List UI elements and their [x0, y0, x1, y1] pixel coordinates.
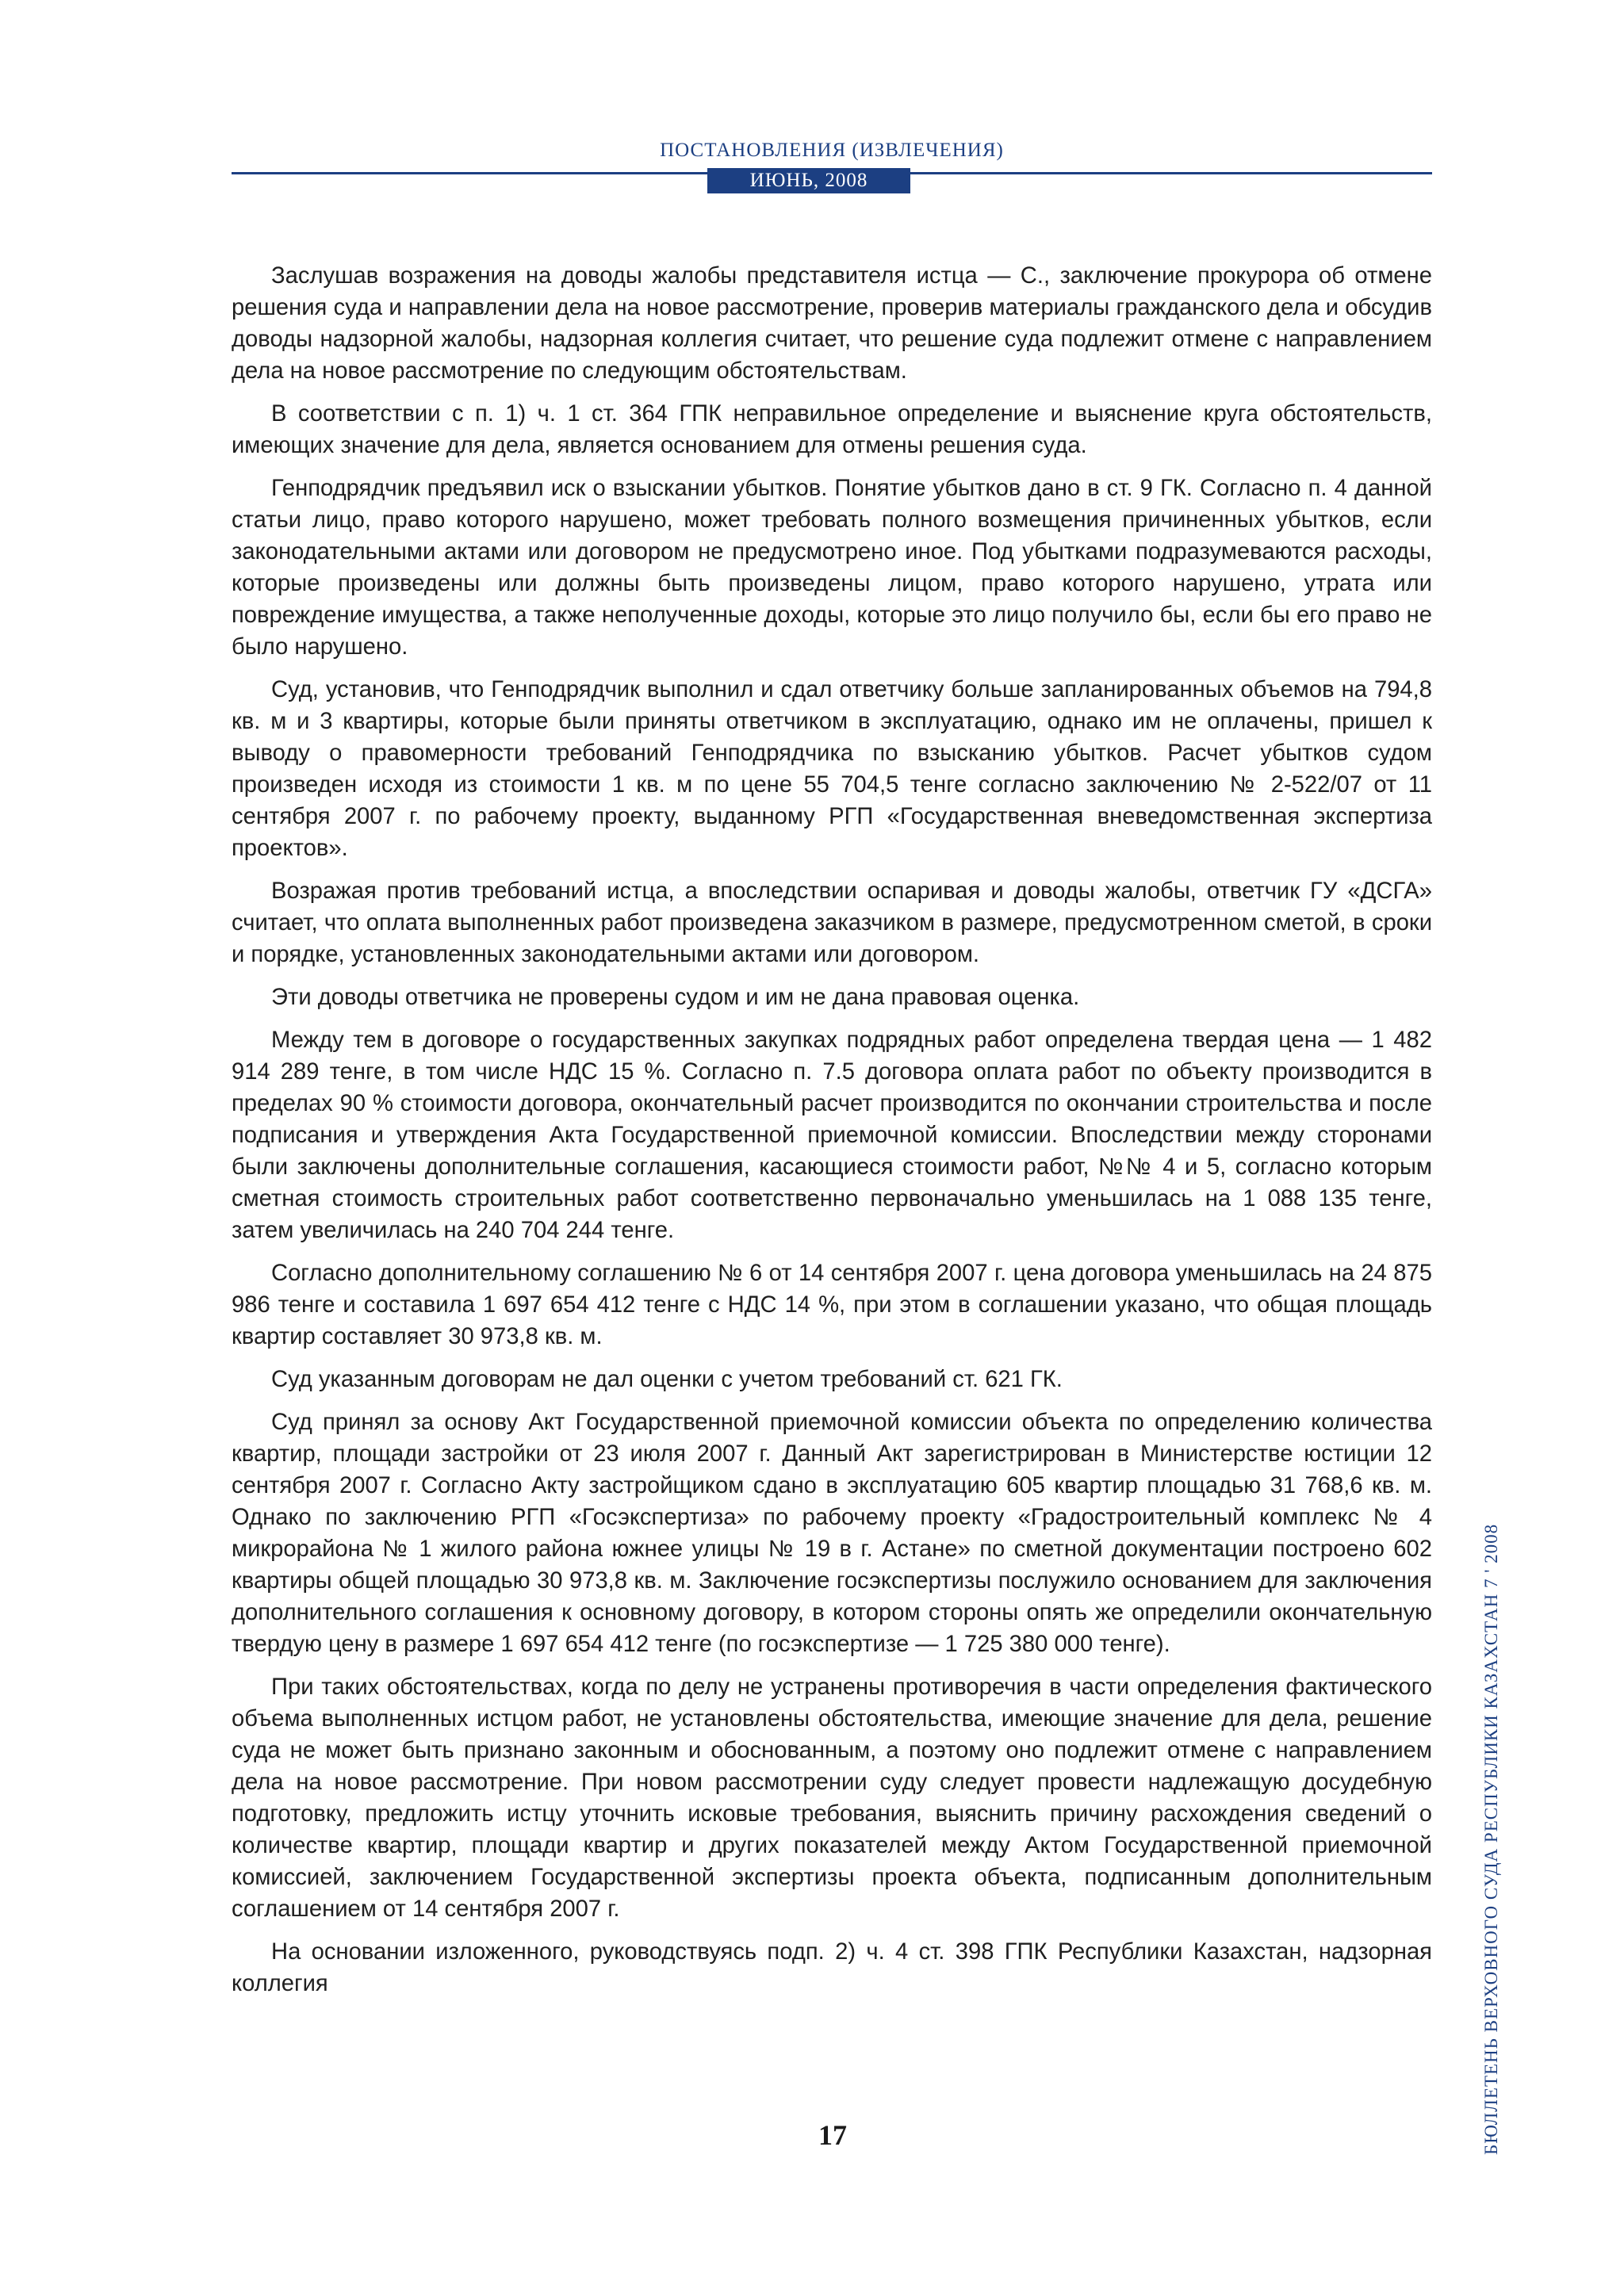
- document-body: [232, 260, 1432, 2011]
- paragraph: Согласно дополнительному соглашению № 6 от 14 сентября 2007 г. цена договора уменьшилась на 24 875 986 тенге и составила 1 697 654 412 тенге с НДС 14 %, при этом в соглашении указано, что общая площадь квартир составляет 30 973,8 кв. м.: [232, 1261, 1432, 1349]
- paragraph: Между тем в договоре о государственных закупках подрядных работ определена твердая цена — 1 482 914 289 тенге, в том числе НДС 15 %. Согласно п. 7.5 договора оплата работ по объекту производится в пределах 90 % стоимости договора, окончательный расчет производится по окончании строительства и после подписания и утверждения Акта Государственной приемочной комиссии. Впоследствии между сторонами были заключены дополнительные соглашения, касающиеся стоимости работ, №№ 4 и 5, согласно которым сметная стоимость строительных работ соответственно первоначально уменьшилась на 1 088 135 тенге, затем увеличилась на 240 704 244 тенге.: [232, 1027, 1432, 1243]
- paragraph: Возражая против требований истца, а впоследствии оспаривая и доводы жалобы, ответчик ГУ «ДСГА» считает, что оплата выполненных работ произведена заказчиком в размере, предусмотренном сметой, в сроки и порядке, установленных законодательными актами или договором.: [232, 878, 1432, 967]
- issue-date-badge: ИЮНЬ, 2008: [707, 168, 910, 193]
- paragraph: Заслушав возражения на доводы жалобы представителя истца — С., заключение прокурора об отмене решения суда и направлении дела на новое рассмотрение, проверив материалы гражданского дела и обсудив доводы надзорной жалобы, надзорная коллегия считает, что решение суда подлежит отмене с направлением дела на новое рассмотрение по следующим обстоятельствам.: [232, 263, 1432, 384]
- paragraph: На основании изложенного, руководствуясь подп. 2) ч. 4 ст. 398 ГПК Республики Казахстан, надзорная коллегия: [232, 1939, 1432, 1996]
- paragraph: При таких обстоятельствах, когда по делу не устранены противоречия в части определения фактического объема выполненных истцом работ, не установлены обстоятельства, имеющие значение для дела, решение суда не может быть признано законным и обоснованным, а поэтому оно подлежит отмене с направлением дела на новое рассмотрение. При новом рассмотрении суду следует провести надлежащую досудебную подготовку, предложить истцу уточнить исковые требования, выяснить причину расхождения сведений о количестве квартир, площади квартир и других показателей между Актом Государственной приемочной комиссией, заключением Государственной экспертизы проекта объекта, подписанным дополнительным соглашением от 14 сентября 2007 г.: [232, 1674, 1432, 1922]
- journal-side-label: БЮЛЛЕТЕНЬ ВЕРХОВНОГО СУДА РЕСПУБЛИКИ КАЗАХСТАН 7 ' 2008: [1481, 1523, 1501, 2155]
- paragraph: В соответствии с п. 1) ч. 1 ст. 364 ГПК неправильное определение и выяснение круга обстоятельств, имеющих значение для дела, является основанием для отмены решения суда.: [232, 401, 1432, 458]
- paragraph: Суд указанным договорам не дал оценки с учетом требований ст. 621 ГК.: [271, 1367, 1063, 1392]
- section-title: ПОСТАНОВЛЕНИЯ (ИЗВЛЕЧЕНИЯ): [660, 140, 1004, 161]
- paragraph: Эти доводы ответчика не проверены судом и им не дана правовая оценка.: [271, 985, 1080, 1010]
- header-rule-right: [910, 172, 1432, 174]
- paragraph: Генподрядчик предъявил иск о взыскании убытков. Понятие убытков дано в ст. 9 ГК. Согласно п. 4 данной статьи лицо, право которого нарушено, может требовать полного возмещения причиненных убытков, если законодательными актами или договором не предусмотрено иное. Под убытками подразумеваются расходы, которые произведены или должны быть произведены лицом, право которого нарушено, утрата или повреждение имущества, а также неполученные доходы, которые это лицо получило бы, если бы его право не было нарушено.: [232, 476, 1432, 660]
- paragraph: Суд, установив, что Генподрядчик выполнил и сдал ответчику больше запланированных объемов на 794,8 кв. м и 3 квартиры, которые были приняты ответчиком в эксплуатацию, однако им не оплачены, пришел к выводу о правомерности требований Генподрядчика по взысканию убытков. Расчет убытков судом произведен исходя из стоимости 1 кв. м по цене 55 704,5 тенге согласно заключению № 2-522/07 от 11 сентября 2007 г. по рабочему проекту, выданному РГП «Государственная вневедомственная экспертиза проектов».: [232, 677, 1432, 861]
- page-header: [232, 140, 1432, 195]
- paragraph: Суд принял за основу Акт Государственной приемочной комиссии объекта по определению количества квартир, площади застройки от 23 июля 2007 г. Данный Акт зарегистрирован в Министерстве юстиции 12 сентября 2007 г. Согласно Акту застройщиком сдано в эксплуатацию 605 квартир площадью 31 768,6 кв. м. Однако по заключению РГП «Госэкспертиза» по рабочему проекту «Градостроительный комплекс № 4 микрорайона № 1 жилого района южнее улицы № 19 в г. Астане» по сметной документации построено 602 квартиры общей площадью 30 973,8 кв. м. Заключение госэкспертизы послужило основанием для заключения дополнительного соглашения к основному договору, в котором стороны опять же определили окончательную твердую цену в размере 1 697 654 412 тенге (по госэкспертизе — 1 725 380 000 тенге).: [232, 1410, 1432, 1657]
- page-number: 17: [818, 2119, 847, 2151]
- header-rule-left: [232, 172, 707, 174]
